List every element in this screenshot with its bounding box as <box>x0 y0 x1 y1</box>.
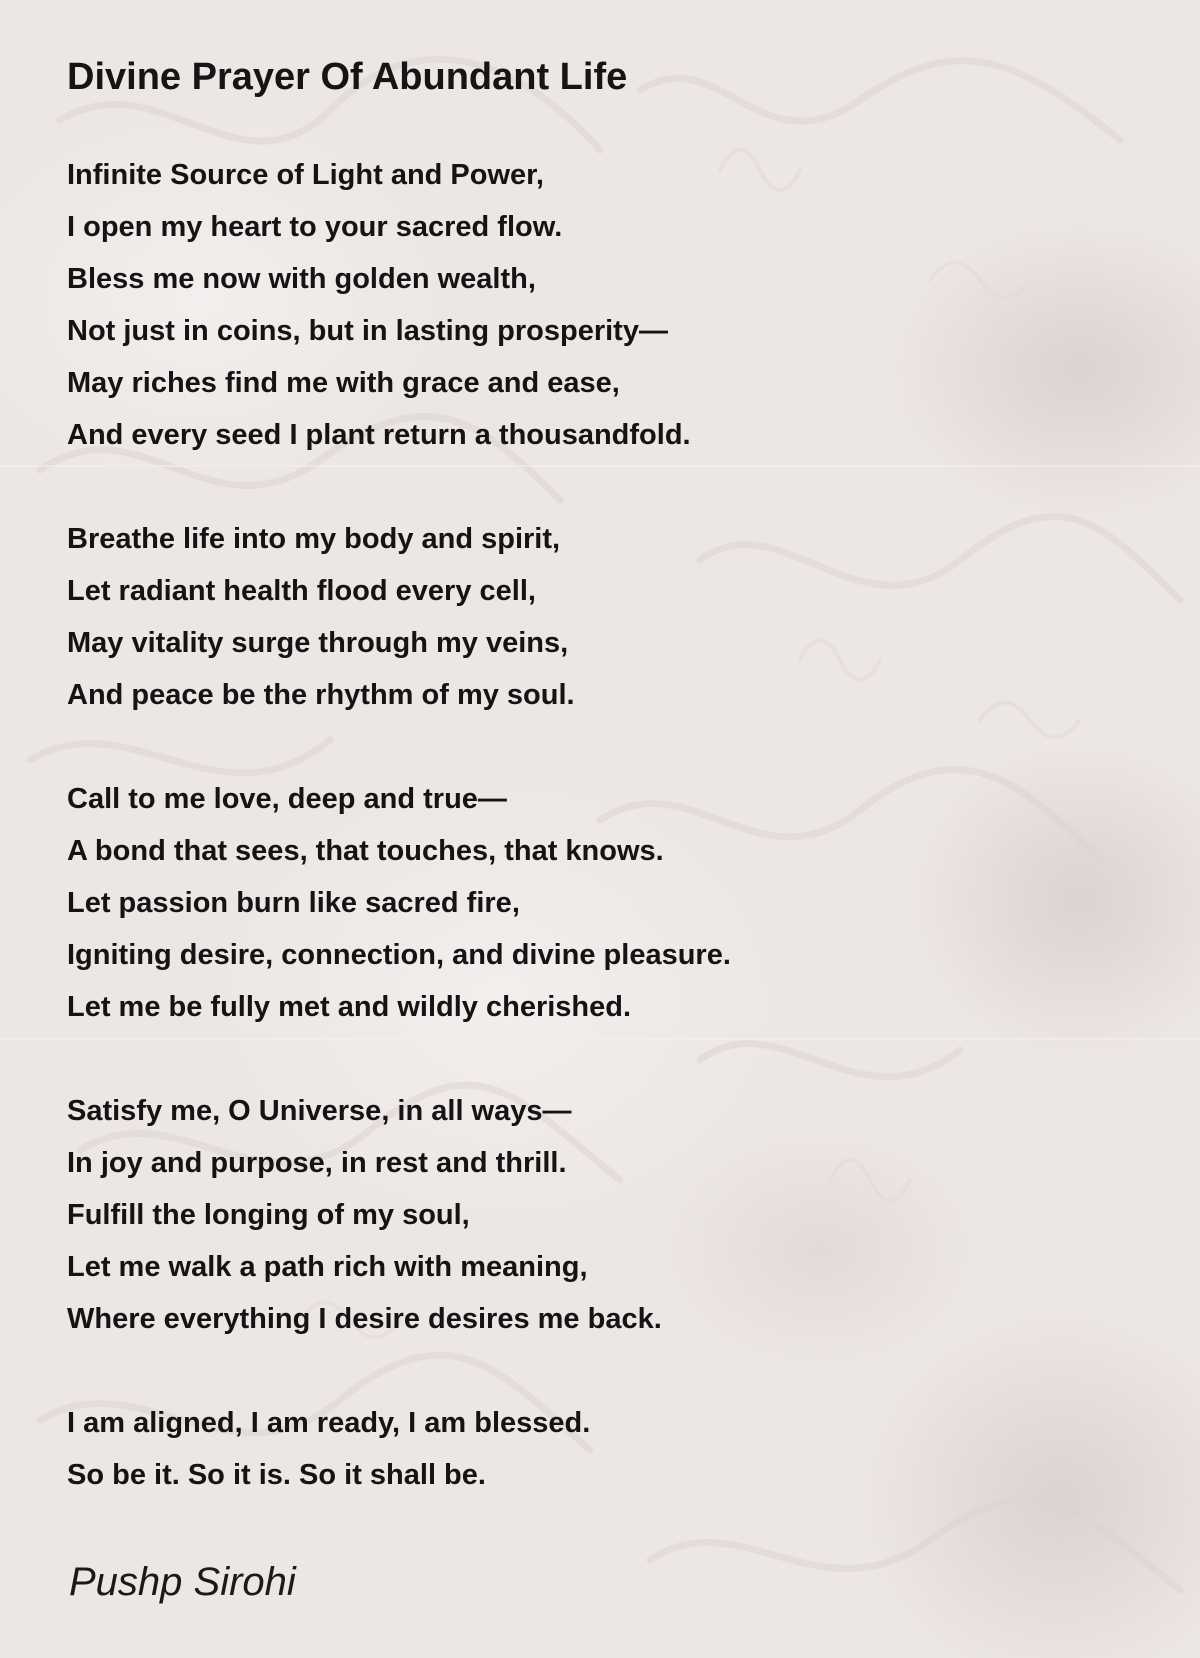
stanza-3 <box>67 773 731 1033</box>
poem-line: I am aligned, I am ready, I am blessed. <box>67 1407 591 1439</box>
stanza-2 <box>67 513 575 721</box>
poem-line: May riches find me with grace and ease, <box>67 367 620 399</box>
poem-line: I open my heart to your sacred flow. <box>67 211 563 243</box>
poem-line: Satisfy me, O Universe, in all ways— <box>67 1095 572 1127</box>
poem-title: Divine Prayer Of Abundant Life <box>67 56 628 98</box>
poem-line: And every seed I plant return a thousandfold. <box>67 419 691 451</box>
poem-line: Breathe life into my body and spirit, <box>67 523 561 555</box>
poem-line: Let me walk a path rich with meaning, <box>67 1251 588 1283</box>
poem-line: Let passion burn like sacred fire, <box>67 887 520 919</box>
poem-line: May vitality surge through my veins, <box>67 627 569 659</box>
poem-line: Not just in coins, but in lasting prosperity— <box>67 315 668 347</box>
poem-line: Where everything I desire desires me back. <box>67 1303 662 1335</box>
stanza-1 <box>67 149 691 461</box>
poem-line: Infinite Source of Light and Power, <box>67 159 544 191</box>
poem-line: And peace be the rhythm of my soul. <box>67 679 575 711</box>
poem-line: Let radiant health flood every cell, <box>67 575 536 607</box>
poem-author: Pushp Sirohi <box>69 1560 296 1604</box>
stanza-5 <box>67 1397 590 1501</box>
poem-line: Let me be fully met and wildly cherished. <box>67 991 632 1023</box>
poem-line: Bless me now with golden wealth, <box>67 263 536 295</box>
poem-line: Call to me love, deep and true— <box>67 783 507 815</box>
poem-line: So be it. So it is. So it shall be. <box>67 1459 486 1491</box>
poem-line: Fulfill the longing of my soul, <box>67 1199 470 1231</box>
poem-line: In joy and purpose, in rest and thrill. <box>67 1147 567 1179</box>
poem-line: Igniting desire, connection, and divine pleasure. <box>67 939 731 971</box>
stanza-4 <box>67 1085 662 1345</box>
poem-line: A bond that sees, that touches, that knows. <box>67 835 664 867</box>
